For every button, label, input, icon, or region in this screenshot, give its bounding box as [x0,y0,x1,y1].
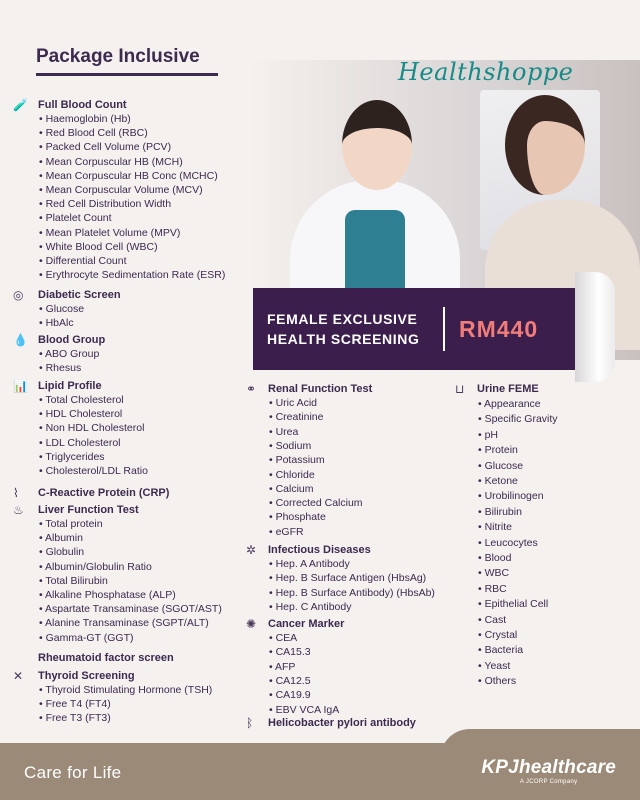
test-item: • pH [478,428,499,441]
test-item: • Phosphate [269,511,326,524]
test-item: • CA19.9 [269,689,311,702]
test-item: • Rhesus [39,362,82,375]
test-item: • LDL Cholesterol [39,436,121,449]
test-item: • RBC [478,582,507,595]
test-item: • Haemoglobin (Hb) [39,113,131,125]
test-item: • Non HDL Cholesterol [39,422,145,435]
test-item: • AFP [269,660,296,673]
test-item: • Triglycerides [39,450,105,463]
test-item: • Mean Corpuscular Volume (MCV) [39,184,203,196]
banner-price: RM440 [459,315,539,342]
section-title: Renal Function Test [268,383,373,395]
section-title: Urine FEME [477,383,539,395]
test-item: • CEA [269,632,298,644]
test-item: • Appearance [478,398,541,410]
test-item: • Differential Count [39,255,127,267]
test-item: • Bacteria [478,644,524,657]
footer-tab [440,729,640,759]
test-item: • eGFR [269,525,304,538]
test-item: • Protein [478,444,518,457]
section-title: Lipid Profile [38,380,102,392]
test-item: • Creatinine [269,411,324,424]
urine-cup-icon: ⊔ [455,382,465,396]
banner-divider [443,307,445,351]
test-item: • Erythrocyte Sedimentation Rate (ESR) [39,269,226,282]
company-logo-subtext: A JCORP Company [519,779,578,785]
doctor-head [342,100,412,190]
test-item: • Mean Platelet Volume (MPV) [39,226,181,239]
test-item: • CA15.3 [269,646,311,659]
test-item: • Red Blood Cell (RBC) [39,127,148,140]
lipid-chart-icon: 📊 [13,379,28,393]
section-title: Infectious Diseases [268,544,371,556]
test-item: • Cholesterol/LDL Ratio [39,465,148,477]
test-item: • Corrected Calcium [269,497,363,510]
test-item: • Leucocytes [478,536,538,549]
test-item: • Packed Cell Volume (PCV) [39,141,172,154]
section-title: Diabetic Screen [38,289,121,301]
test-item: • White Blood Cell (WBC) [39,240,158,253]
test-item: • CA12.5 [269,674,311,687]
section-title: Blood Group [38,334,106,346]
test-item: • Specific Gravity [478,413,558,426]
brand-title: Healthshoppe [398,58,574,86]
test-item: • Chloride [269,468,315,481]
test-item: • Potassium [269,454,325,467]
package-banner [253,288,575,370]
test-item: • EBV VCA IgA [269,703,340,716]
test-item: • Globulin [39,546,85,559]
test-item: • Alkaline Phosphatase (ALP) [39,589,176,601]
cancer-cell-icon: ✺ [246,617,257,631]
test-item: • ABO Group [39,348,100,360]
paper-peel-decoration [575,272,615,382]
heading-underline [36,73,218,76]
test-item: • Hep. B Surface Antibody) (HbsAb) [269,586,435,599]
liver-icon: ♨ [13,503,24,517]
section-title: C-Reactive Protein (CRP) [38,487,170,499]
section-title: Thyroid Screening [38,670,135,682]
section-title: Full Blood Count [38,99,127,111]
test-item: • Blood [478,552,512,564]
package-heading: Package Inclusive [36,46,200,67]
test-item: • Mean Corpuscular HB Conc (MCHC) [39,169,218,182]
section-title: Cancer Marker [268,618,345,630]
footer-bar [0,743,640,800]
banner-title-line1: FEMALE EXCLUSIVE [267,311,418,327]
section-title: Liver Function Test [38,504,139,516]
test-item: • Red Cell Distribution Width [39,198,172,211]
test-item: • Free T3 (FT3) [39,712,111,725]
test-item: • Bilirubin [478,505,522,518]
test-item: • HDL Cholesterol [39,408,123,421]
test-item: • Aspartate Transaminase (SGOT/AST) [39,603,222,616]
test-item: • Platelet Count [39,212,112,225]
test-item: • Urea [269,425,299,438]
test-item: • Cast [478,613,507,626]
test-item: • Hep. C Antibody [269,600,352,613]
blood-tube-icon: 🧪 [13,98,28,112]
test-item: • HbAlc [39,317,74,330]
test-item: • Glucose [478,459,524,472]
test-item: • Uric Acid [269,397,318,409]
test-item: • Albumin [39,532,83,545]
thyroid-icon: ✕ [13,669,24,683]
test-item: • Total Cholesterol [39,394,124,406]
patient-head [505,95,585,195]
virus-icon: ✲ [246,543,257,557]
blood-drop-icon: 💧 [13,333,28,347]
stomach-icon: ᛒ [246,716,254,730]
test-item: • Thyroid Stimulating Hormone (TSH) [39,684,213,696]
test-item: • Crystal [478,629,518,641]
test-item: • Calcium [269,482,314,495]
test-item: • Nitrite [478,521,513,534]
test-item: • Urobilinogen [478,490,544,503]
test-item: • Epithelial Cell [478,598,549,611]
company-logo-text: KPJhealthcare [481,757,616,778]
crp-icon: ⌇ [13,486,19,500]
section-title: Helicobacter pylori antibody [268,717,416,729]
test-item: • Albumin/Globulin Ratio [39,560,152,573]
section-title: Rheumatoid factor screen [38,652,174,664]
test-item: • Others [478,675,517,688]
test-item: • Total protein [39,518,103,530]
test-item: • Free T4 (FT4) [39,698,111,711]
banner-title-line2: HEALTH SCREENING [267,331,420,347]
footer-slogan: Care for Life [24,763,122,782]
test-item: • Total Bilirubin [39,574,108,587]
test-item: • WBC [478,567,510,580]
test-item: • Alanine Transaminase (SGPT/ALT) [39,617,209,630]
test-item: • Ketone [478,475,518,487]
test-item: • Hep. A Antibody [269,558,350,570]
kidney-icon: ⚭ [246,382,257,396]
test-item: • Yeast [478,659,511,672]
banner-title [253,309,443,349]
test-item: • Glucose [39,303,85,315]
test-item: • Gamma-GT (GGT) [39,631,134,644]
test-item: • Hep. B Surface Antigen (HbsAg) [269,572,427,585]
test-item: • Sodium [269,439,312,452]
test-item: • Mean Corpuscular HB (MCH) [39,155,183,168]
pancreas-icon: ◎ [13,288,24,302]
company-logo [481,757,616,785]
